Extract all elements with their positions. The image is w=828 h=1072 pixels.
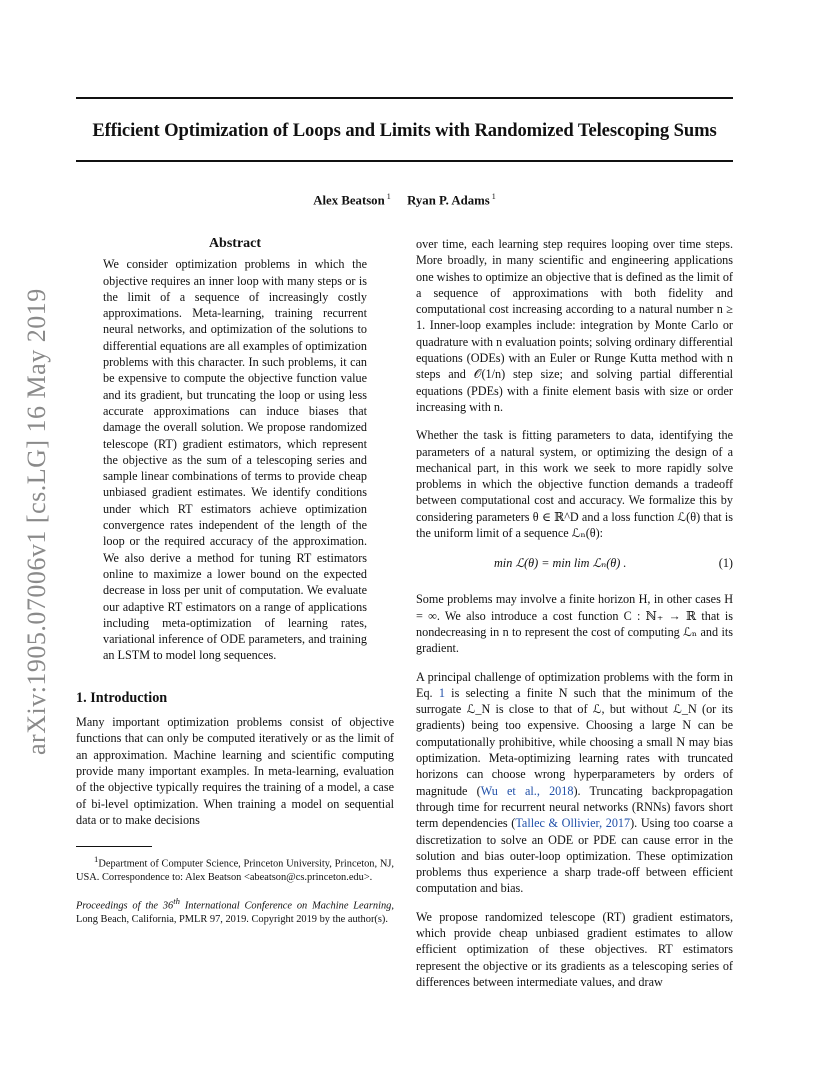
citation-link[interactable]: Wu et al., 2018	[480, 783, 574, 798]
footnote-mark: 1	[94, 854, 99, 865]
text-run: is selecting a finite N such that the minimum of the surrogate ℒ_N is close to that of ℒ, but without ℒ_N (or its gradients) being too expensive. Choosing a large N can be computationally prohibitive, while choosing a small N may bias optimization. Meta-optimizing learning rates with truncated horizons can choose wrong hyperparameters by orders of magnitude (	[416, 685, 733, 798]
footnote-rule	[76, 846, 152, 847]
proceedings-details: , Long Beach, California, PMLR 97, 2019. Copyright 2019 by the author(s).	[76, 900, 394, 925]
abstract-heading: Abstract	[208, 236, 262, 251]
text-run: ). Using too coarse a discretization to solve an ODE or PDE can cause error in the solution and bias outer-loop optimization. These optimization problems thus experience a sharp trade-off between efficient computation and bias.	[416, 816, 733, 896]
proceedings-ordinal: th	[173, 895, 180, 906]
footnote	[76, 853, 394, 885]
body-paragraph: Some problems may involve a finite horizon H, in other cases H = ∞. We also introduce a cost function C : ℕ₊ → ℝ that is nondecreasing in n to represent the cost of computing ℒₙ and its gradient.	[416, 592, 733, 656]
citation-link[interactable]: Tallec & Ollivier, 2017	[515, 816, 631, 831]
body-paragraph: We propose randomized telescope (RT) gradient estimators, which provide cheap unbiased gradient estimates to allow efficient optimization of these objectives. RT estimators represent the objective or its gradients as a telescoping series of differences between intermediate values, and draw	[416, 909, 733, 989]
body-paragraph: Whether the task is fitting parameters to data, identifying the parameters of a natural system, or optimizing the design of a mechanical part, in this work we seek to more rapidly solve problems in which the objective function demands a tradeoff between computational cost and accuracy. We formalize this by considering parameters θ ∈ ℝ^D and a loss function ℒ(θ) that is the uniform limit of a sequence ℒₙ(θ):	[416, 428, 733, 541]
left-column	[76, 236, 394, 926]
author-list	[76, 192, 733, 208]
author-affiliation: 1	[386, 192, 391, 201]
equation-reference-link[interactable]: 1	[438, 685, 445, 700]
author-name: Alex Beatson	[313, 193, 385, 208]
title-rule-bottom	[76, 160, 733, 162]
proceedings-note	[76, 895, 394, 927]
author-name: Ryan P. Adams	[407, 193, 490, 208]
right-column	[416, 236, 733, 1002]
text-run: A principal challenge of optimization problems with the form in Eq.	[416, 669, 733, 700]
author-affiliation: 1	[491, 192, 496, 201]
proceedings-venue: Proceedings of the 36	[76, 900, 174, 912]
body-paragraph	[416, 669, 733, 897]
equation-number: (1)	[718, 556, 733, 571]
arxiv-stamp: arXiv:1905.07006v1 [cs.LG] 16 May 2019	[22, 288, 51, 755]
abstract-text	[103, 256, 367, 663]
footnote-text: Department of Computer Science, Princeton University, Princeton, NJ, USA. Correspondence to: Alex Beatson <abeatson@cs.princeton.edu>.	[76, 858, 394, 884]
intro-paragraph: Many important optimization problems consist of objective functions that can only be computed iteratively or as the limit of an approximation. Machine learning and scientific computing provide many important examples. In meta-learning, evaluation of the objective typically requires the training of a model, a case of bi-level optimization. When training a model on sequential data or to make decisions	[76, 715, 394, 827]
text-run: ). Truncating backpropagation through time for recurrent neural networks (RNNs) favors short term dependencies (	[416, 783, 733, 831]
equation-expression: min ℒ(θ) = min lim ℒₙ(θ) .	[494, 556, 627, 571]
title-rule-top	[76, 97, 733, 99]
proceedings-venue-rest: International Conference on Machine Learning	[179, 900, 392, 912]
abstract-body: We consider optimization problems in which the objective requires an inner loop with many steps or is the limit of a sequence of increasingly costly approximations. Meta-learning, training recurrent neural networks, and optimization of the solutions to differential equations are all examples of optimization problems with this character. In such problems, it can be expensive to compute the objective function value and its gradient, but truncating the loop or using less accurate approximations can induce biases that damage the overall solution. We propose randomized telescope (RT) gradient estimators, which represent the objective as the sum of a telescoping series and sample linear combinations of terms to provide cheap unbiased gradient estimates. We identify conditions under which RT estimators achieve optimization convergence rates independent of the length of the loop or the required accuracy of the approximation. We also derive a method for tuning RT estimators online to maximize a lower bound on the expected decrease in loss per unit of computation. We evaluate our adaptive RT estimators on a range of applications including meta-optimization of learning rates, variational inference of ODE parameters, and training an LSTM to model long sequences.	[103, 257, 367, 663]
body-paragraph: over time, each learning step requires looping over time steps. More broadly, in many scientific and engineering applications one wishes to optimize an objective that is defined as the limit of a sequence of approximations with both fidelity and computational cost increasing according to a natural number n ≥ 1. Inner-loop examples include: integration by Monte Carlo or quadrature with n evaluation points; solving ordinary differential equations (ODEs) with an Euler or Runge Kutta method with n steps and 𝒪(1/n) step size; and solving partial differential equations (PDEs) with a finite element basis with size or order increasing with n.	[416, 237, 733, 414]
section-heading: 1. Introduction	[76, 689, 168, 706]
equation-1	[416, 553, 733, 583]
paper-title: Efficient Optimization of Loops and Limits with Randomized Telescoping Sums	[92, 120, 717, 141]
